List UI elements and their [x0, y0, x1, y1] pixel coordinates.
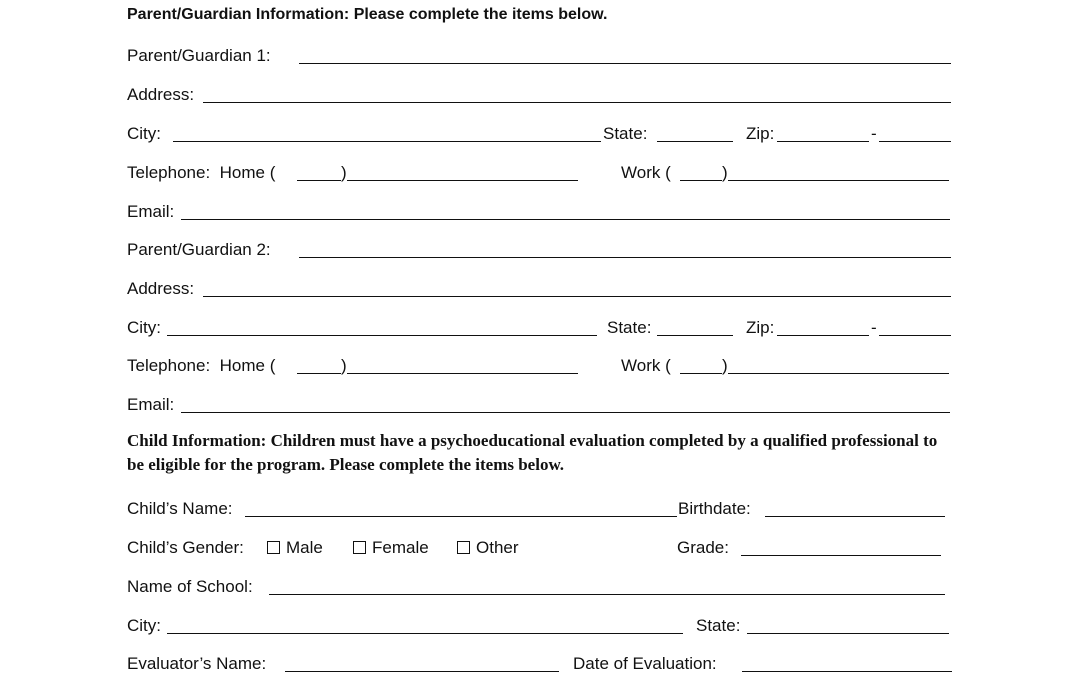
- eval-date-field[interactable]: [742, 671, 952, 672]
- guardian1-name-row: [127, 42, 957, 68]
- school-city-row: [127, 612, 957, 638]
- guardian2-home-phone-field[interactable]: [347, 373, 578, 374]
- grade-field[interactable]: [741, 555, 941, 556]
- guardian2-zip-ext-field[interactable]: [879, 335, 951, 336]
- guardian2-work-label: Work (: [621, 356, 671, 375]
- guardian2-email-label: Email:: [127, 395, 175, 414]
- guardian1-address-label: Address:: [127, 85, 195, 104]
- other-option-label: Other: [476, 538, 519, 557]
- guardian1-email-row: [127, 198, 957, 224]
- guardian1-name-label: Parent/Guardian 1:: [127, 46, 271, 65]
- guardian2-work-area-code-field[interactable]: [680, 373, 722, 374]
- grade-label: Grade:: [677, 538, 729, 557]
- guardian2-address-label: Address:: [127, 279, 195, 298]
- evaluator-label: Evaluator’s Name:: [127, 654, 267, 673]
- guardian2-city-row: [127, 314, 957, 340]
- guardian2-zip-label: Zip:: [746, 318, 775, 337]
- guardian1-zip-label: Zip:: [746, 124, 775, 143]
- gender-option-female[interactable]: [353, 538, 429, 558]
- parent-section-heading: Parent/Guardian Information: Please complete the items below.: [127, 6, 608, 23]
- school-row: [127, 573, 957, 599]
- guardian1-city-field[interactable]: [173, 141, 601, 142]
- guardian1-home-paren-close: ): [341, 163, 347, 182]
- guardian1-state-field[interactable]: [657, 141, 733, 142]
- guardian2-home-paren-close: ): [341, 356, 347, 375]
- guardian2-telephone-label: Telephone: Home (: [127, 356, 276, 375]
- guardian1-email-label: Email:: [127, 202, 175, 221]
- male-option-label: Male: [286, 538, 323, 557]
- gender-label: Child’s Gender:: [127, 538, 244, 557]
- school-city-field[interactable]: [167, 633, 683, 634]
- child-name-label: Child’s Name:: [127, 499, 233, 518]
- male-checkbox[interactable]: [267, 541, 280, 554]
- female-option-label: Female: [372, 538, 429, 557]
- guardian2-city-label: City:: [127, 318, 161, 337]
- child-section-heading: Child Information: Children must have a psychoeducational evaluation completed by a qualified professional to be eligible for the program. Please complete the items below.: [127, 431, 938, 474]
- guardian1-name-field[interactable]: [299, 63, 951, 64]
- child-gender-row: [127, 534, 957, 560]
- guardian2-state-field[interactable]: [657, 335, 733, 336]
- school-city-label: City:: [127, 616, 161, 635]
- child-name-field[interactable]: [245, 516, 677, 517]
- guardian1-telephone-row: [127, 159, 957, 185]
- guardian1-work-paren-close: ): [722, 163, 728, 182]
- female-checkbox[interactable]: [353, 541, 366, 554]
- guardian2-home-area-code-field[interactable]: [297, 373, 341, 374]
- guardian2-name-row: [127, 236, 957, 262]
- guardian1-zip-field[interactable]: [777, 141, 869, 142]
- guardian1-work-area-code-field[interactable]: [680, 180, 722, 181]
- school-state-field[interactable]: [747, 633, 949, 634]
- guardian1-state-label: State:: [603, 124, 648, 143]
- guardian1-work-phone-field[interactable]: [728, 180, 949, 181]
- guardian2-zip-dash: -: [871, 318, 877, 337]
- guardian1-home-area-code-field[interactable]: [297, 180, 341, 181]
- guardian1-email-field[interactable]: [181, 219, 950, 220]
- guardian2-email-field[interactable]: [181, 412, 950, 413]
- guardian1-zip-ext-field[interactable]: [879, 141, 951, 142]
- guardian1-home-phone-field[interactable]: [347, 180, 578, 181]
- gender-option-male[interactable]: [267, 538, 323, 558]
- guardian2-email-row: [127, 391, 957, 417]
- guardian2-name-label: Parent/Guardian 2:: [127, 240, 271, 259]
- eval-date-label: Date of Evaluation:: [573, 654, 717, 673]
- evaluator-field[interactable]: [285, 671, 559, 672]
- school-label: Name of School:: [127, 577, 253, 596]
- other-checkbox[interactable]: [457, 541, 470, 554]
- guardian1-address-field[interactable]: [203, 102, 951, 103]
- guardian1-telephone-label: Telephone: Home (: [127, 163, 276, 182]
- guardian2-city-field[interactable]: [167, 335, 597, 336]
- guardian1-address-row: [127, 81, 957, 107]
- guardian2-name-field[interactable]: [299, 257, 951, 258]
- guardian2-telephone-row: [127, 352, 957, 378]
- guardian2-address-row: [127, 275, 957, 301]
- guardian1-city-label: City:: [127, 124, 161, 143]
- guardian2-work-paren-close: ): [722, 356, 728, 375]
- guardian2-work-phone-field[interactable]: [728, 373, 949, 374]
- evaluator-row: [127, 650, 957, 676]
- guardian2-state-label: State:: [607, 318, 652, 337]
- guardian1-work-label: Work (: [621, 163, 671, 182]
- school-field[interactable]: [269, 594, 945, 595]
- guardian1-city-row: [127, 120, 957, 146]
- guardian2-address-field[interactable]: [203, 296, 951, 297]
- birthdate-label: Birthdate:: [678, 499, 751, 518]
- guardian1-zip-dash: -: [871, 124, 877, 143]
- school-state-label: State:: [696, 616, 741, 635]
- child-name-row: [127, 495, 957, 521]
- gender-option-other[interactable]: [457, 538, 519, 558]
- birthdate-field[interactable]: [765, 516, 945, 517]
- guardian2-zip-field[interactable]: [777, 335, 869, 336]
